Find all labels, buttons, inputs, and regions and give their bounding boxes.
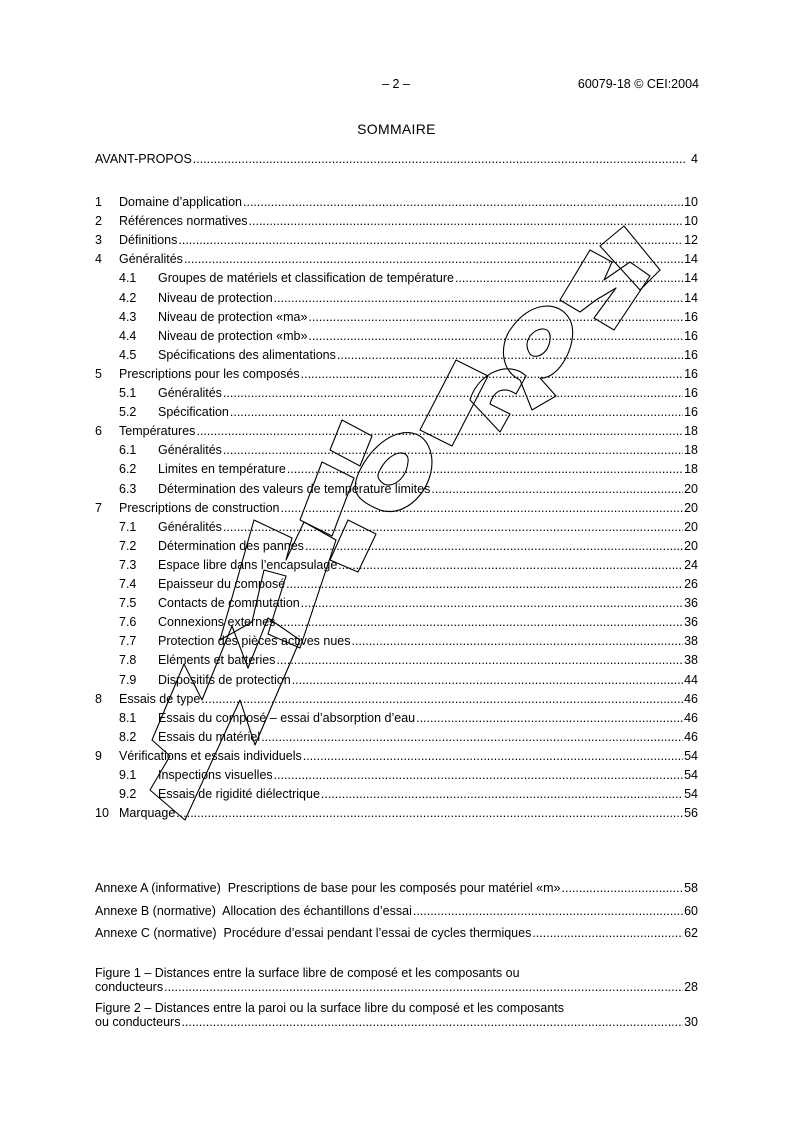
- toc-dot-leader: [274, 291, 683, 306]
- toc-entry-label: Essais du composé – essai d’absorption d’eau: [158, 710, 416, 725]
- toc-subsection[interactable]: [119, 405, 698, 420]
- toc-dot-leader: [431, 482, 683, 497]
- toc-section[interactable]: [95, 233, 698, 248]
- toc-entry-number: 8: [95, 691, 102, 706]
- toc-entry-number: 7.3: [119, 557, 137, 572]
- toc-entry-label: Inspections visuelles: [158, 768, 273, 782]
- toc-section[interactable]: [95, 501, 698, 516]
- toc-subsection[interactable]: [119, 768, 698, 783]
- toc-entry-label: ou conducteurs: [95, 1015, 181, 1029]
- toc-entry-page: 28: [684, 980, 698, 994]
- toc-entry-page: 20: [684, 500, 698, 515]
- toc-entry-page: 16: [684, 386, 698, 400]
- toc-entry-page: 38: [684, 634, 698, 649]
- toc-entry-label: Spécifications des alimentations: [158, 347, 336, 362]
- toc-entry-page: 20: [684, 538, 698, 553]
- toc-entry-number: 6.1: [119, 443, 137, 458]
- toc-entry-label: Eléments et batteries: [158, 653, 276, 668]
- toc-subsection[interactable]: [119, 386, 698, 401]
- toc-entry-page: 54: [684, 768, 698, 782]
- toc-entry-label: Protection des pièces actives nues: [158, 634, 351, 649]
- toc-entry-page: 62: [684, 926, 698, 940]
- toc-dot-leader: [292, 673, 683, 688]
- toc-entry-label: Spécification: [158, 405, 229, 420]
- toc-entry-page: 36: [684, 596, 698, 611]
- toc-entry-page: 4: [691, 152, 698, 166]
- toc-dot-leader: [281, 501, 684, 516]
- toc-entry-label: Essais de rigidité diélectrique: [158, 787, 320, 802]
- toc-dot-leader: [223, 443, 683, 458]
- toc-entry-page: 54: [684, 787, 698, 802]
- toc-entry-number: 6.3: [119, 481, 137, 496]
- toc-subsection[interactable]: [119, 271, 698, 286]
- toc-dot-leader: [249, 214, 684, 229]
- toc-dot-leader: [201, 692, 683, 707]
- toc-entry-label: Généralités: [158, 519, 222, 534]
- toc-entry-number: 8.2: [119, 729, 137, 744]
- toc-annex[interactable]: [95, 926, 698, 941]
- toc-entry-label: Contacts de commutation: [158, 596, 300, 611]
- toc-dot-leader: [301, 367, 683, 382]
- toc-entry-number: 2: [95, 214, 102, 229]
- toc-dot-leader: [301, 596, 683, 611]
- toc-dot-leader: [305, 539, 683, 554]
- toc-subsection[interactable]: [119, 482, 698, 497]
- toc-entry-page: 16: [684, 347, 698, 362]
- toc-entry-number: 1: [95, 195, 102, 209]
- toc-entry-page: 12: [684, 233, 698, 248]
- toc-entry-page: 16: [684, 309, 698, 324]
- toc-entry-label: Marquage: [119, 806, 176, 821]
- toc-dot-leader: [287, 462, 683, 477]
- toc-subsection[interactable]: [119, 520, 698, 535]
- toc-entry-number: 6: [95, 424, 102, 439]
- toc-entry-number: 4.2: [119, 290, 137, 305]
- toc-dot-leader: [276, 615, 683, 630]
- toc-dot-leader: [303, 749, 683, 764]
- toc-entry-page: 30: [684, 1015, 698, 1029]
- toc-subsection[interactable]: [119, 730, 698, 745]
- toc-entry-label: Limites en température: [158, 462, 286, 477]
- toc-entry-page: 20: [684, 519, 698, 534]
- toc-entry-number: 7.9: [119, 672, 137, 687]
- toc-entry-number: 3: [95, 233, 102, 248]
- table-of-contents: [95, 0, 698, 1122]
- page-number: – 2 –: [382, 77, 410, 91]
- toc-entry-label: Epaisseur du composé: [158, 577, 286, 591]
- toc-dot-leader: [337, 348, 683, 363]
- toc-subsection[interactable]: [119, 348, 698, 363]
- toc-entry-label: Domaine d’application: [119, 195, 242, 209]
- toc-entry-number: 7.6: [119, 615, 137, 630]
- toc-figure[interactable]: [95, 980, 698, 995]
- toc-entry-label: Températures: [119, 424, 196, 439]
- toc-dot-leader: [276, 653, 683, 668]
- toc-entry-page: 10: [684, 195, 698, 209]
- toc-entry-number: 5.2: [119, 405, 137, 420]
- toc-entry-page: 18: [684, 424, 698, 439]
- toc-dot-leader: [338, 558, 683, 573]
- toc-dot-leader: [413, 904, 683, 919]
- toc-entry-label: Annexe B (normative) Allocation des échantillons d’essai: [95, 903, 412, 918]
- toc-entry-number: 4.5: [119, 347, 137, 362]
- toc-entry-number: 9: [95, 748, 102, 763]
- toc-dot-leader: [308, 310, 683, 325]
- toc-section[interactable]: [95, 367, 698, 382]
- toc-subsection[interactable]: [119, 539, 698, 554]
- toc-entry-label: Essais de type: [119, 691, 201, 706]
- toc-entry-page: 16: [684, 366, 698, 381]
- toc-entry-page: 46: [684, 729, 698, 744]
- toc-dot-leader: [243, 195, 683, 210]
- toc-entry-number: 5: [95, 366, 102, 381]
- toc-dot-leader: [193, 152, 685, 167]
- toc-dot-leader: [274, 768, 683, 783]
- toc-entry-number: 8.1: [119, 710, 137, 725]
- toc-entry-label: Prescriptions de construction: [119, 500, 280, 515]
- toc-entry-label: Références normatives: [119, 214, 248, 229]
- toc-dot-leader: [164, 980, 683, 995]
- toc-dot-leader: [230, 405, 683, 420]
- toc-entry-number: 5.1: [119, 386, 137, 400]
- toc-entry-page: 36: [684, 615, 698, 630]
- page-title: SOMMAIRE: [357, 121, 436, 137]
- toc-entry-label: Niveau de protection «ma»: [158, 309, 308, 324]
- toc-entry-page: 60: [684, 903, 698, 918]
- toc-subsection[interactable]: [119, 615, 698, 630]
- toc-entry-label: Niveau de protection «mb»: [158, 328, 308, 343]
- toc-entry-label: Niveau de protection: [158, 290, 273, 305]
- toc-entry-page: 54: [684, 748, 698, 763]
- toc-entry-page: 56: [684, 806, 698, 821]
- toc-dot-leader: [416, 711, 683, 726]
- toc-entry-number: 4.1: [119, 271, 137, 286]
- toc-dot-leader: [196, 424, 683, 439]
- toc-section[interactable]: [95, 195, 698, 210]
- toc-entry-page: 44: [684, 672, 698, 687]
- toc-dot-leader: [184, 252, 683, 267]
- toc-entry-label: Connexions externes: [158, 615, 276, 630]
- toc-dot-leader: [223, 520, 683, 535]
- toc-entry-label: Essais du matériel: [158, 729, 261, 744]
- toc-entry-page: 38: [684, 653, 698, 668]
- toc-subsection[interactable]: [119, 291, 698, 306]
- toc-entry-page: 20: [684, 481, 698, 496]
- toc-entry-label: Vérifications et essais individuels: [119, 748, 302, 763]
- toc-entry-label: Annexe A (informative) Prescriptions de base pour les composés pour matériel «m»: [95, 881, 561, 895]
- toc-annex[interactable]: [95, 904, 698, 919]
- toc-dot-leader: [176, 806, 683, 821]
- toc-section[interactable]: [95, 252, 698, 267]
- toc-entry-page: 18: [684, 462, 698, 477]
- toc-entry-page: 24: [684, 557, 698, 572]
- toc-entry-page: 16: [684, 405, 698, 420]
- toc-entry-number: 7.7: [119, 634, 137, 649]
- toc-entry-label: Définitions: [119, 233, 178, 248]
- toc-entry-label: Généralités: [158, 386, 222, 400]
- toc-entry-number: 7.1: [119, 519, 137, 534]
- toc-entry-page: 46: [684, 691, 698, 706]
- toc-entry-number: 7.8: [119, 653, 137, 668]
- toc-dot-leader: [286, 577, 683, 592]
- toc-entry-number: 7.4: [119, 577, 137, 591]
- toc-subsection[interactable]: [119, 596, 698, 611]
- toc-subsection[interactable]: [119, 711, 698, 726]
- toc-entry-page: 18: [684, 443, 698, 458]
- toc-entry-page: 46: [684, 710, 698, 725]
- toc-entry-page: 14: [684, 252, 698, 267]
- toc-entry-label: Généralités: [158, 443, 222, 458]
- toc-section[interactable]: [95, 806, 698, 821]
- toc-entry-page: 16: [684, 328, 698, 343]
- toc-subsection[interactable]: [119, 462, 698, 477]
- toc-entry-label: Prescriptions pour les composés: [119, 366, 300, 381]
- document-reference: 60079-18 © CEI:2004: [577, 77, 699, 91]
- toc-subsection[interactable]: [119, 787, 698, 802]
- toc-entry-label: AVANT-PROPOS: [95, 152, 192, 166]
- toc-annex[interactable]: [95, 881, 698, 896]
- toc-subsection[interactable]: [119, 558, 698, 573]
- toc-subsection[interactable]: [119, 634, 698, 649]
- toc-entry-label: Annexe C (normative) Procédure d’essai pendant l’essai de cycles thermiques: [95, 926, 532, 940]
- toc-subsection[interactable]: [119, 653, 698, 668]
- toc-section[interactable]: [95, 749, 698, 764]
- toc-subsection[interactable]: [119, 310, 698, 325]
- toc-subsection[interactable]: [119, 443, 698, 458]
- toc-dot-leader: [455, 271, 683, 286]
- toc-entry-label: Groupes de matériels et classification de température: [158, 271, 454, 286]
- toc-entry-number: 4.3: [119, 309, 137, 324]
- toc-entry-label: Espace libre dans l’encapsulage: [158, 557, 338, 572]
- toc-dot-leader: [223, 386, 683, 401]
- toc-dot-leader: [321, 787, 683, 802]
- toc-entry-label: Dispositifs de protection: [158, 672, 291, 687]
- toc-subsection[interactable]: [119, 673, 698, 688]
- toc-dot-leader: [261, 730, 683, 745]
- toc-entry-number: 6.2: [119, 462, 137, 477]
- figure-caption-line: Figure 1 – Distances entre la surface libre de composé et les composants ou: [95, 966, 520, 980]
- toc-entry-page: 14: [684, 271, 698, 286]
- toc-dot-leader: [178, 233, 683, 248]
- toc-entry-number: 7: [95, 500, 102, 515]
- toc-section[interactable]: [95, 214, 698, 229]
- toc-entry-number: 7.5: [119, 596, 137, 611]
- toc-subsection[interactable]: [119, 329, 698, 344]
- toc-entry-page: 58: [684, 881, 698, 895]
- toc-dot-leader: [308, 329, 683, 344]
- toc-entry-number: 9.2: [119, 787, 137, 802]
- toc-entry-number: 7.2: [119, 538, 137, 553]
- toc-entry-page: 26: [684, 577, 698, 591]
- toc-entry-page: 10: [684, 214, 698, 229]
- toc-section[interactable]: [95, 424, 698, 439]
- figure-caption-line: Figure 2 – Distances entre la paroi ou la surface libre du composé et les composants: [95, 1001, 564, 1015]
- toc-entry-label: Détermination des valeurs de température limites: [158, 481, 431, 496]
- toc-dot-leader: [562, 881, 684, 896]
- toc-entry-number: 4.4: [119, 328, 137, 343]
- toc-entry-page: 14: [684, 290, 698, 305]
- toc-section[interactable]: [95, 692, 698, 707]
- toc-entry-number: 9.1: [119, 768, 137, 782]
- toc-subsection[interactable]: [119, 577, 698, 592]
- toc-dot-leader: [351, 634, 683, 649]
- toc-dot-leader: [181, 1015, 683, 1030]
- toc-entry-label: Généralités: [119, 252, 183, 267]
- toc-entry-number: 4: [95, 252, 102, 267]
- toc-foreword[interactable]: [95, 152, 698, 167]
- toc-figure[interactable]: [95, 1015, 698, 1030]
- toc-entry-label: conducteurs: [95, 980, 164, 994]
- toc-entry-number: 10: [95, 806, 109, 821]
- toc-entry-label: Détermination des pannes: [158, 538, 304, 553]
- toc-dot-leader: [532, 926, 683, 941]
